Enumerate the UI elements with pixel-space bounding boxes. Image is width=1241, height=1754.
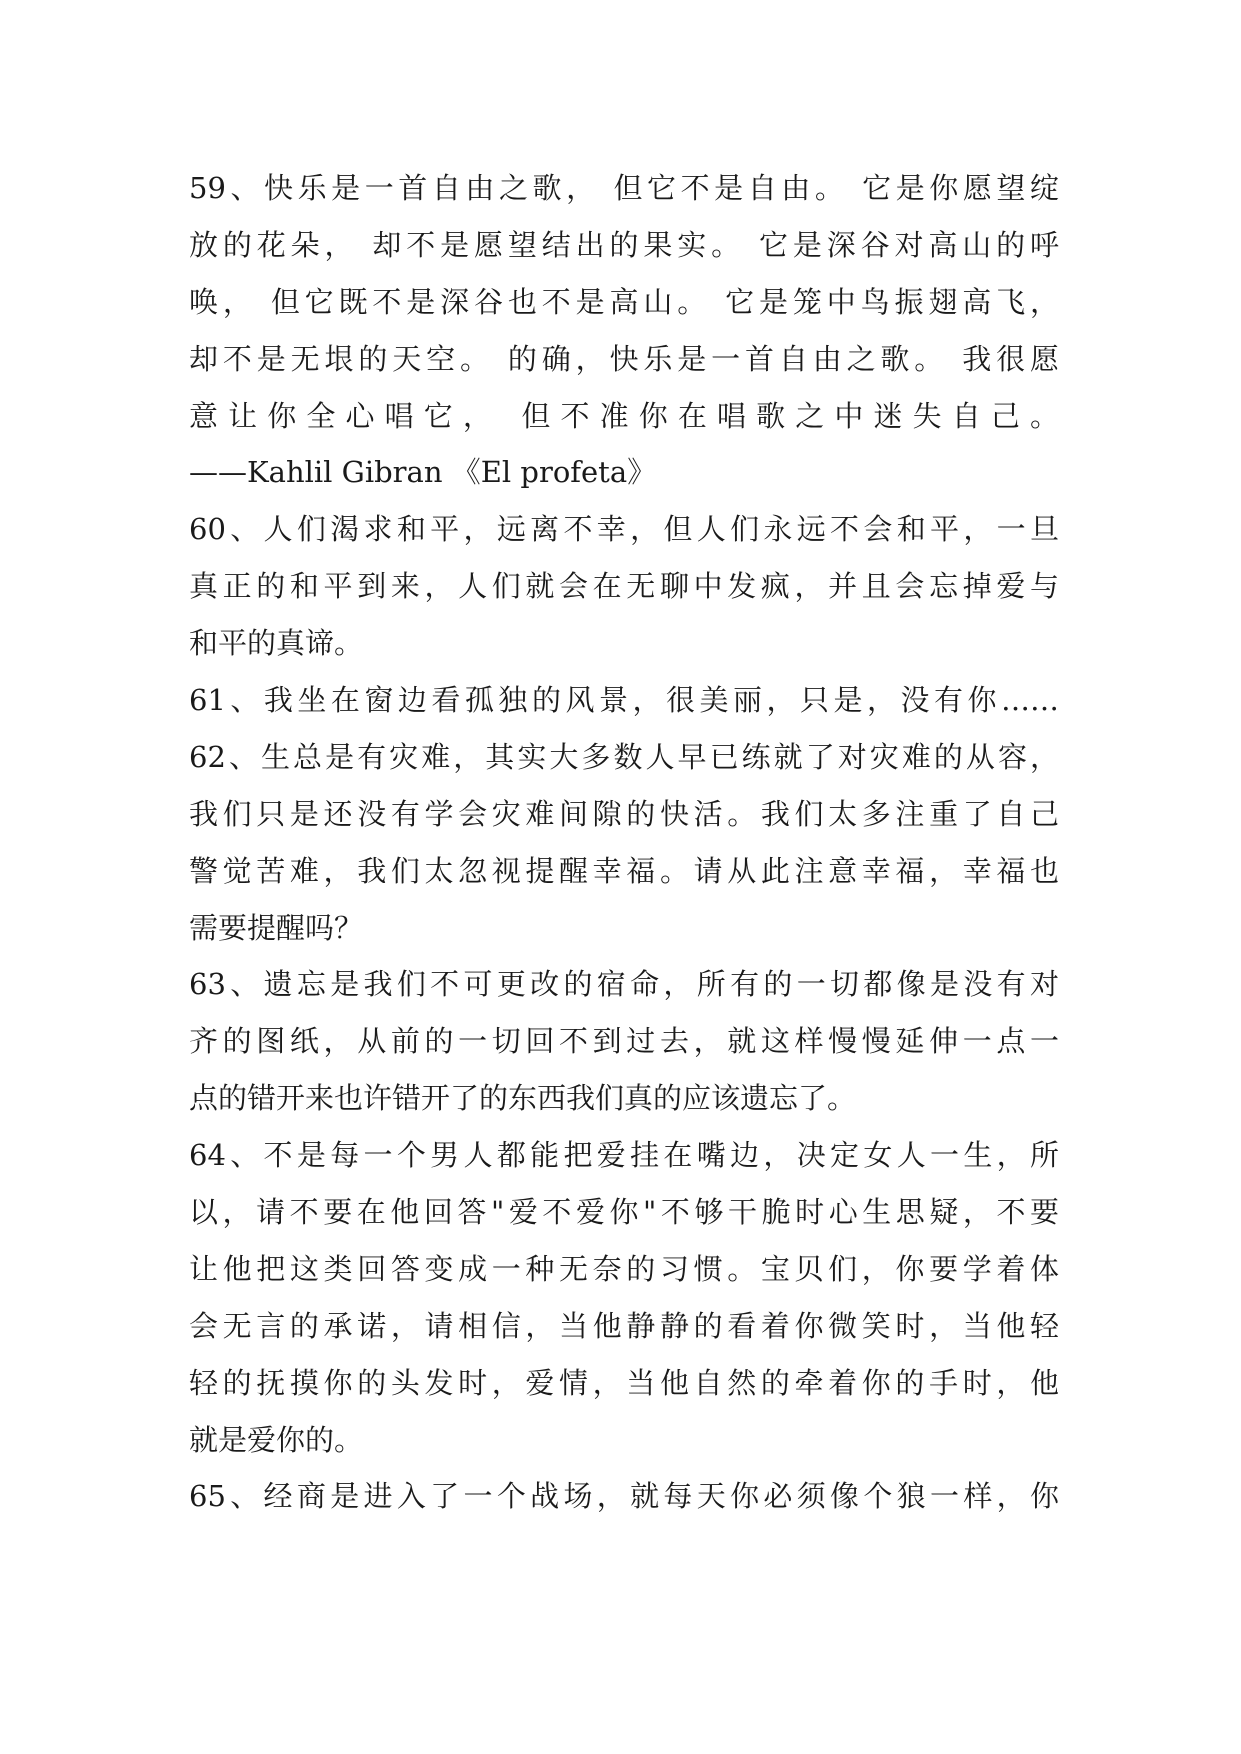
text-line: 就是爱你的。	[189, 1422, 364, 1457]
text-line: 62、生总是有灾难，其实大多数人早已练就了对灾难的从容，	[189, 739, 1059, 774]
text-line: 唤， 但它既不是深谷也不是高山。 它是笼中鸟振翅高飞，	[189, 284, 1059, 319]
document-body	[189, 160, 1059, 1525]
text-line: 轻的抚摸你的头发时，爱情，当他自然的牵着你的手时，他	[189, 1365, 1059, 1400]
text-line: 我们只是还没有学会灾难间隙的快活。我们太多注重了自己	[189, 796, 1059, 831]
text-line: 齐的图纸，从前的一切回不到过去，就这样慢慢延伸一点一	[189, 1024, 1059, 1059]
text-line: 需要提醒吗？	[189, 910, 364, 945]
text-line: 会无言的承诺，请相信，当他静静的看着你微笑时，当他轻	[189, 1308, 1059, 1343]
text-line: 65、经商是进入了一个战场，就每天你必须像个狼一样，你	[189, 1479, 1059, 1514]
text-line: 点的错开来也许错开了的东西我们真的应该遗忘了。	[189, 1081, 857, 1116]
text-line: 60、人们渴求和平，远离不幸，但人们永远不会和平，一旦	[189, 512, 1059, 547]
text-line: 61、我坐在窗边看孤独的风景，很美丽，只是，没有你……	[189, 683, 1059, 718]
text-line: 意让你全心唱它， 但不准你在唱歌之中迷失自己。	[189, 398, 1059, 433]
text-line: 64、不是每一个男人都能把爱挂在嘴边，决定女人一生，所	[189, 1138, 1059, 1173]
text-line: 警觉苦难，我们太忽视提醒幸福。请从此注意幸福，幸福也	[189, 853, 1059, 888]
text-line: 59、快乐是一首自由之歌， 但它不是自由。 它是你愿望绽	[189, 171, 1059, 205]
text-line: 以，请不要在他回答"爱不爱你"不够干脆时心生思疑，不要	[189, 1195, 1059, 1230]
text-line: 放的花朵， 却不是愿望结出的果实。 它是深谷对高山的呼	[189, 227, 1059, 262]
text-line: 让他把这类回答变成一种无奈的习惯。宝贝们，你要学着体	[189, 1251, 1059, 1286]
text-line: ——Kahlil Gibran 《El profeta》	[189, 455, 657, 490]
text-line: 63、遗忘是我们不可更改的宿命，所有的一切都像是没有对	[189, 967, 1059, 1002]
text-line: 和平的真谛。	[189, 626, 364, 661]
text-line: 真正的和平到来，人们就会在无聊中发疯，并且会忘掉爱与	[189, 569, 1059, 604]
text-line: 却不是无垠的天空。 的确，快乐是一首自由之歌。 我很愿	[189, 341, 1059, 376]
